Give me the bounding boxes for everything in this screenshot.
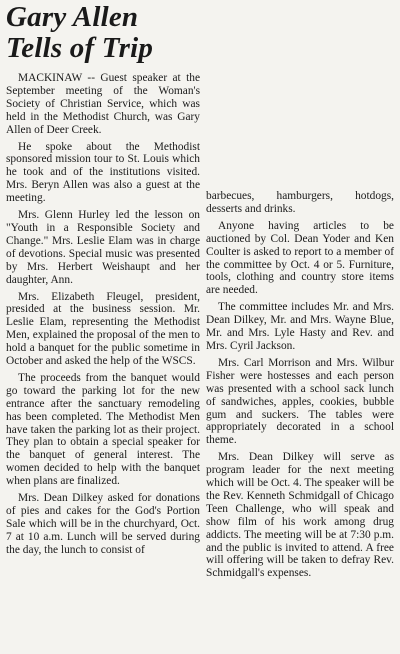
- article-paragraph: Anyone having articles to be auctioned by Col. Dean Yoder and Ken Coulter is asked to report to a member of the committee by Oct. 4 or 5. Furniture, tools, clothing and country store items are needed.: [206, 219, 394, 297]
- article-paragraph: The proceeds from the banquet would go toward the parking lot for the new entrance after the sanctuary remodeling has been completed. The Methodist Men have taken the parking lot as their project. They plan to obtain a special speaker for the banquet of general interest. The women decided to help with the banquet when plans are finalized.: [6, 371, 200, 488]
- article-paragraph: The committee includes Mr. and Mrs. Dean Dilkey, Mr. and Mrs. Wayne Blue, Mr. and Mrs. Lyle Hasty and Rev. and Mrs. Cyril Jackson.: [206, 301, 394, 352]
- headline-line-2: Tells of Trip: [6, 32, 154, 64]
- article-column-right: [206, 190, 394, 584]
- article-paragraph: Mrs. Carl Morrison and Mrs. Wilbur Fisher were hostesses and each person was presented with a school sack lunch of sandwiches, apples, cookies, bubble gum and suckers. The tables were appropriately decorated in a school theme.: [206, 356, 394, 447]
- article-paragraph: Mrs. Elizabeth Fleugel, president, presided at the business session. Mr. Leslie Elam, representing the Methodist Men, explained the proposal of the men to hold a banquet for the public sometime in October and asked the help of the WSCS.: [6, 290, 200, 368]
- article-paragraph: Mrs. Dean Dilkey will serve as program leader for the next meeting which will be Oct. 4. The speaker will be the Rev. Kenneth Schmidgall of Chicago Teen Challenge, who will speak and show film of his work among drug addicts. The meeting will be at 7:30 p.m. and the public is invited to attend. A free will offering will be taken to defray Rev. Schmidgall's expenses.: [206, 451, 394, 580]
- headline: [6, 2, 216, 64]
- article-paragraph: MACKINAW -- Guest speaker at the September meeting of the Woman's Society of Christian Service, which was held in the Methodist Church, was Gary Allen of Deer Creek.: [6, 72, 200, 136]
- article-paragraph: Mrs. Dean Dilkey asked for donations of pies and cakes for the God's Portion Sale which will be in the churchyard, Oct. 7 at 10 a.m. Lunch will be served during the day, the lunch to consist of: [6, 492, 200, 556]
- article-column-left: [6, 72, 200, 561]
- article-paragraph: He spoke about the Methodist sponsored mission tour to St. Louis which he took and of the institutions visited. Mrs. Beryn Allen was also a guest at the meeting.: [6, 140, 200, 205]
- article-paragraph: Mrs. Glenn Hurley led the lesson on "Youth in a Responsible Society and Change." Mrs. Leslie Elam was in charge of devotions. Special music was presented by Mrs. Herbert Weishaupt and her daughter, Ann.: [6, 209, 200, 286]
- article-paragraph: barbecues, hamburgers, hotdogs, desserts and drinks.: [206, 190, 394, 215]
- headline-line-1: Gary Allen: [6, 1, 139, 33]
